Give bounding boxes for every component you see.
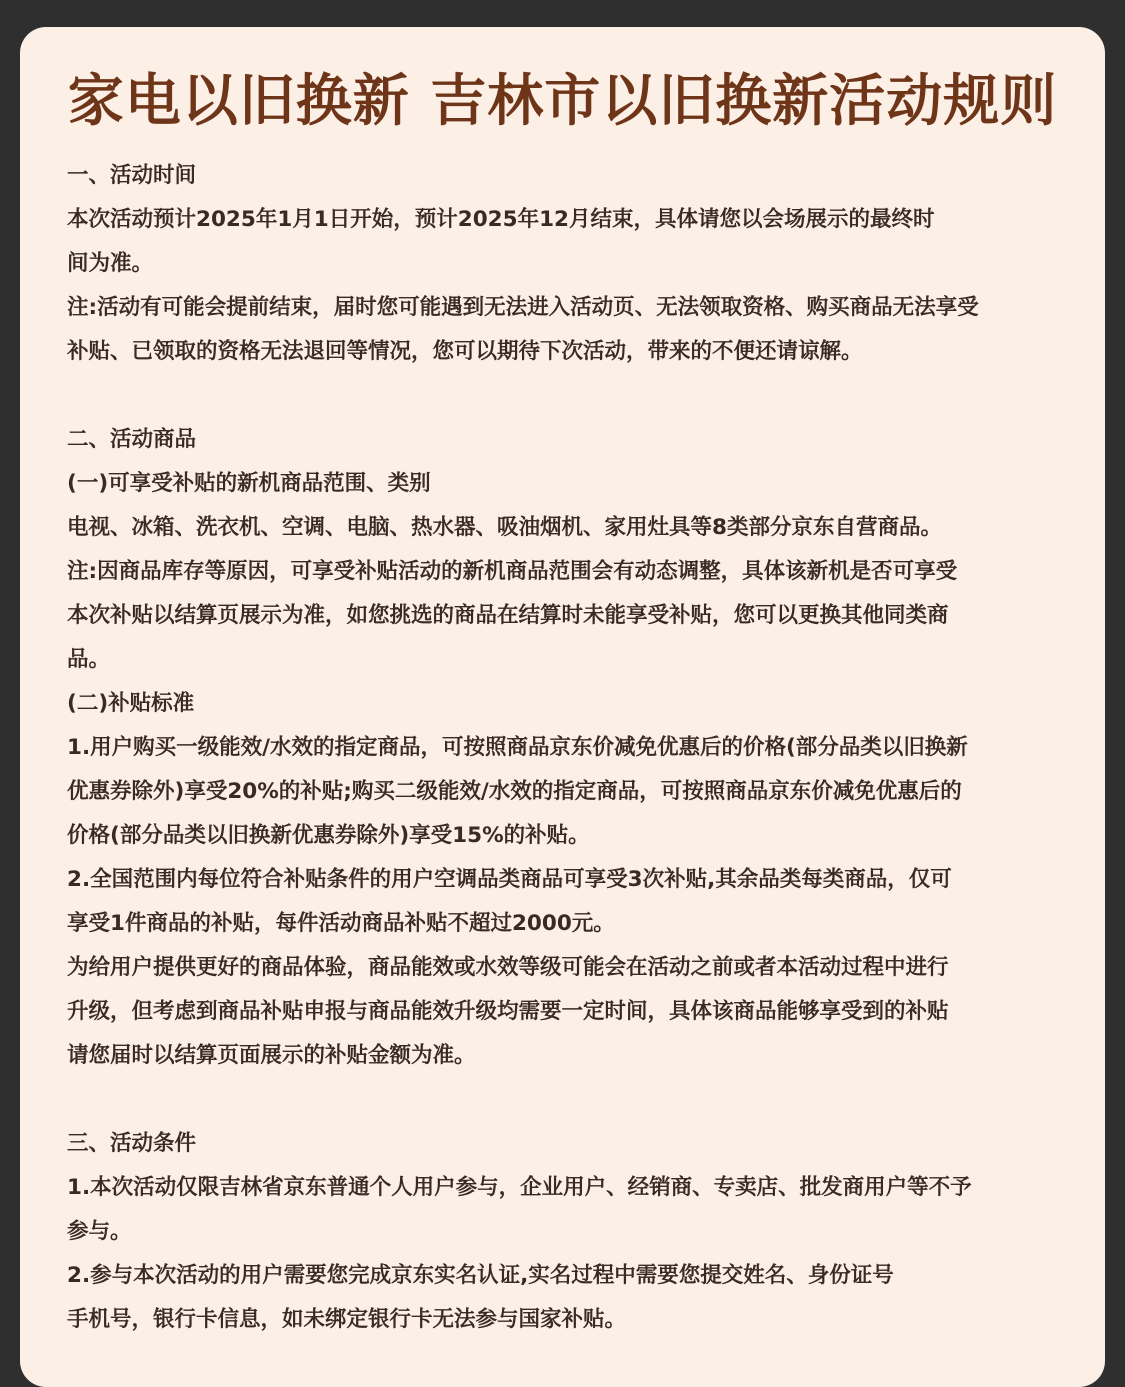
paragraph-line: 本次活动预计2025年1月1日开始，预计2025年12月结束，具体请您以会场展示的最终时 (67, 207, 935, 232)
paragraph-line: 2.全国范围内每位符合补贴条件的用户空调品类商品可享受3次补贴,其余品类每类商品，仅可 (67, 867, 952, 892)
rules-content (67, 154, 1072, 1342)
paragraph-line: 1.本次活动仅限吉林省京东普通个人用户参与，企业用户、经销商、专卖店、批发商用户等不予 (67, 1175, 972, 1200)
paragraph-line: 电视、冰箱、洗衣机、空调、电脑、热水器、吸油烟机、家用灶具等8类部分京东自营商品。 (67, 515, 942, 540)
paragraph-line: 优惠券除外)享受20%的补贴;购买二级能效/水效的指定商品，可按照商品京东价减免优惠后的 (67, 779, 962, 804)
paragraph-line: 享受1件商品的补贴，每件活动商品补贴不超过2000元。 (67, 911, 615, 936)
paragraph-line: 间为准。 (67, 251, 154, 276)
section-spacer (67, 374, 1072, 418)
paragraph-line: 1.用户购买一级能效/水效的指定商品，可按照商品京东价减免优惠后的价格(部分品类以旧换新 (67, 735, 968, 760)
section-heading-activity-conditions: 三、活动条件 (67, 1131, 197, 1156)
paragraph-line: 注:活动有可能会提前结束，届时您可能遇到无法进入活动页、无法领取资格、购买商品无法享受 (67, 295, 979, 320)
paragraph-line: 为给用户提供更好的商品体验，商品能效或水效等级可能会在活动之前或者本活动过程中进行 (67, 955, 949, 980)
paragraph-line: 价格(部分品类以旧换新优惠券除外)享受15%的补贴。 (67, 823, 590, 848)
section-heading-activity-time: 一、活动时间 (67, 163, 197, 188)
paragraph-line: 品。 (67, 647, 111, 672)
paragraph-line: 本次补贴以结算页展示为准，如您挑选的商品在结算时未能享受补贴，您可以更换其他同类商 (67, 603, 949, 628)
paragraph-line: 补贴、已领取的资格无法退回等情况，您可以期待下次活动，带来的不便还请谅解。 (67, 339, 863, 364)
paragraph-line: 注:因商品库存等原因，可享受补贴活动的新机商品范围会有动态调整，具体该新机是否可享受 (67, 559, 958, 584)
section-spacer (67, 1078, 1072, 1122)
paragraph-line: 2.参与本次活动的用户需要您完成京东实名认证,实名过程中需要您提交姓名、身份证号 (67, 1263, 894, 1288)
section-heading-activity-products: 二、活动商品 (67, 427, 197, 452)
paragraph-line: 请您届时以结算页面展示的补贴金额为准。 (67, 1043, 476, 1068)
subsection-heading-subsidy-standard: (二)补贴标准 (67, 691, 195, 716)
subsection-heading-product-scope: (一)可享受补贴的新机商品范围、类别 (67, 471, 431, 496)
paragraph-line: 升级，但考虑到商品补贴申报与商品能效升级均需要一定时间，具体该商品能够享受到的补贴 (67, 999, 949, 1024)
paragraph-line: 手机号，银行卡信息，如未绑定银行卡无法参与国家补贴。 (67, 1307, 627, 1332)
page-title: 家电以旧换新 吉林市以旧换新活动规则 (67, 69, 1058, 134)
paragraph-line: 参与。 (67, 1219, 132, 1244)
